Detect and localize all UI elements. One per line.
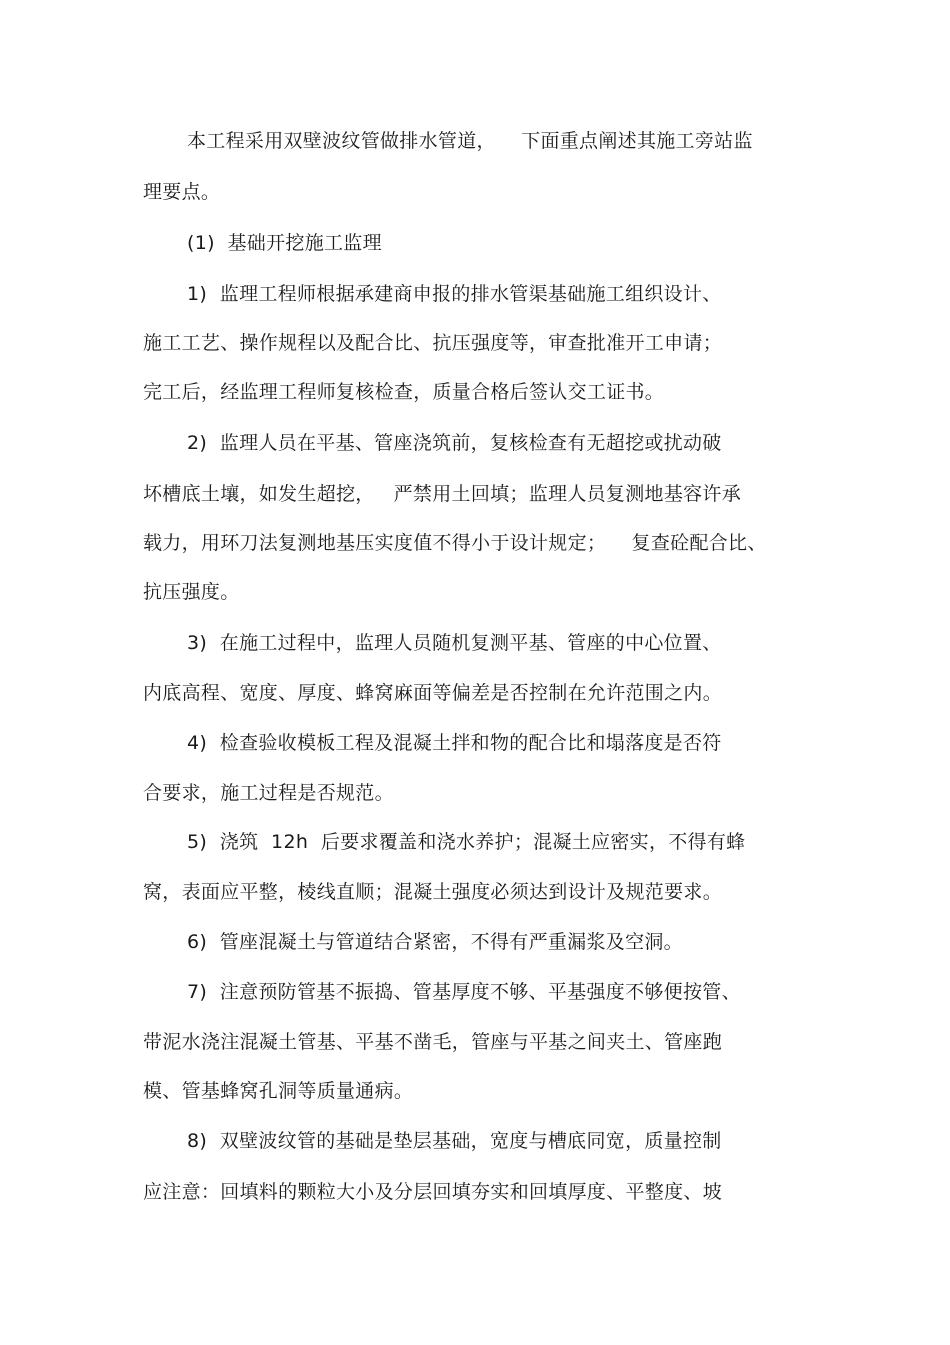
item-3-line-1: 3) 在施工过程中，监理人员随机复测平基、管座的中心位置、: [187, 632, 722, 654]
item-6-line-1: 6) 管座混凝土与管道结合紧密，不得有严重漏浆及空洞。: [187, 931, 683, 953]
item-4-line-2: 合要求，施工过程是否规范。: [143, 782, 394, 804]
item-1-line-1: 1) 监理工程师根据承建商申报的排水管渠基础施工组织设计、: [187, 283, 722, 305]
paragraph-intro-line-2: 理要点。: [143, 181, 221, 203]
item-7-line-2: 带泥水浇注混凝土管基、平基不凿毛，管座与平基之间夹土、管座跑: [143, 1031, 723, 1053]
item-4-line-1: 4) 检查验收模板工程及混凝土拌和物的配合比和塌落度是否符: [187, 732, 722, 754]
item-8-line-1: 8) 双壁波纹管的基础是垫层基础，宽度与槽底同宽，质量控制: [187, 1130, 722, 1152]
item-1-line-2: 施工工艺、操作规程以及配合比、抗压强度等，审查批准开工申请；: [143, 332, 723, 354]
item-7-line-1: 7) 注意预防管基不振捣、管基厚度不够、平基强度不够便按管、: [187, 981, 741, 1003]
item-2-line-4: 抗压强度。: [143, 581, 240, 603]
item-2-line-2: 坏槽底土壤，如发生超挖， 严禁用土回填；监理人员复测地基容许承: [143, 483, 742, 505]
item-8-line-2: 应注意：回填料的颗粒大小及分层回填夯实和回填厚度、平整度、坡: [143, 1181, 723, 1203]
section-heading: (1) 基础开挖施工监理: [187, 232, 382, 254]
item-3-line-2: 内底高程、宽度、厚度、蜂窝麻面等偏差是否控制在允许范围之内。: [143, 682, 723, 704]
item-2-line-1: 2) 监理人员在平基、管座浇筑前，复核检查有无超挖或扰动破: [187, 432, 722, 454]
item-2-line-3: 载力，用环刀法复测地基压实度值不得小于设计规定； 复查砼配合比、: [143, 532, 767, 554]
item-5-line-2: 窝，表面应平整，棱线直顺；混凝土强度必须达到设计及规范要求。: [143, 881, 723, 903]
paragraph-intro-line-1: 本工程采用双壁波纹管做排水管道， 下面重点阐述其施工旁站监: [187, 130, 753, 152]
item-1-line-3: 完工后，经监理工程师复核检查，质量合格后签认交工证书。: [143, 381, 665, 403]
item-5-line-1: 5) 浇筑 12h 后要求覆盖和浇水养护；混凝土应密实，不得有蜂: [187, 831, 746, 853]
item-7-line-3: 模、管基蜂窝孔洞等质量通病。: [143, 1080, 414, 1102]
